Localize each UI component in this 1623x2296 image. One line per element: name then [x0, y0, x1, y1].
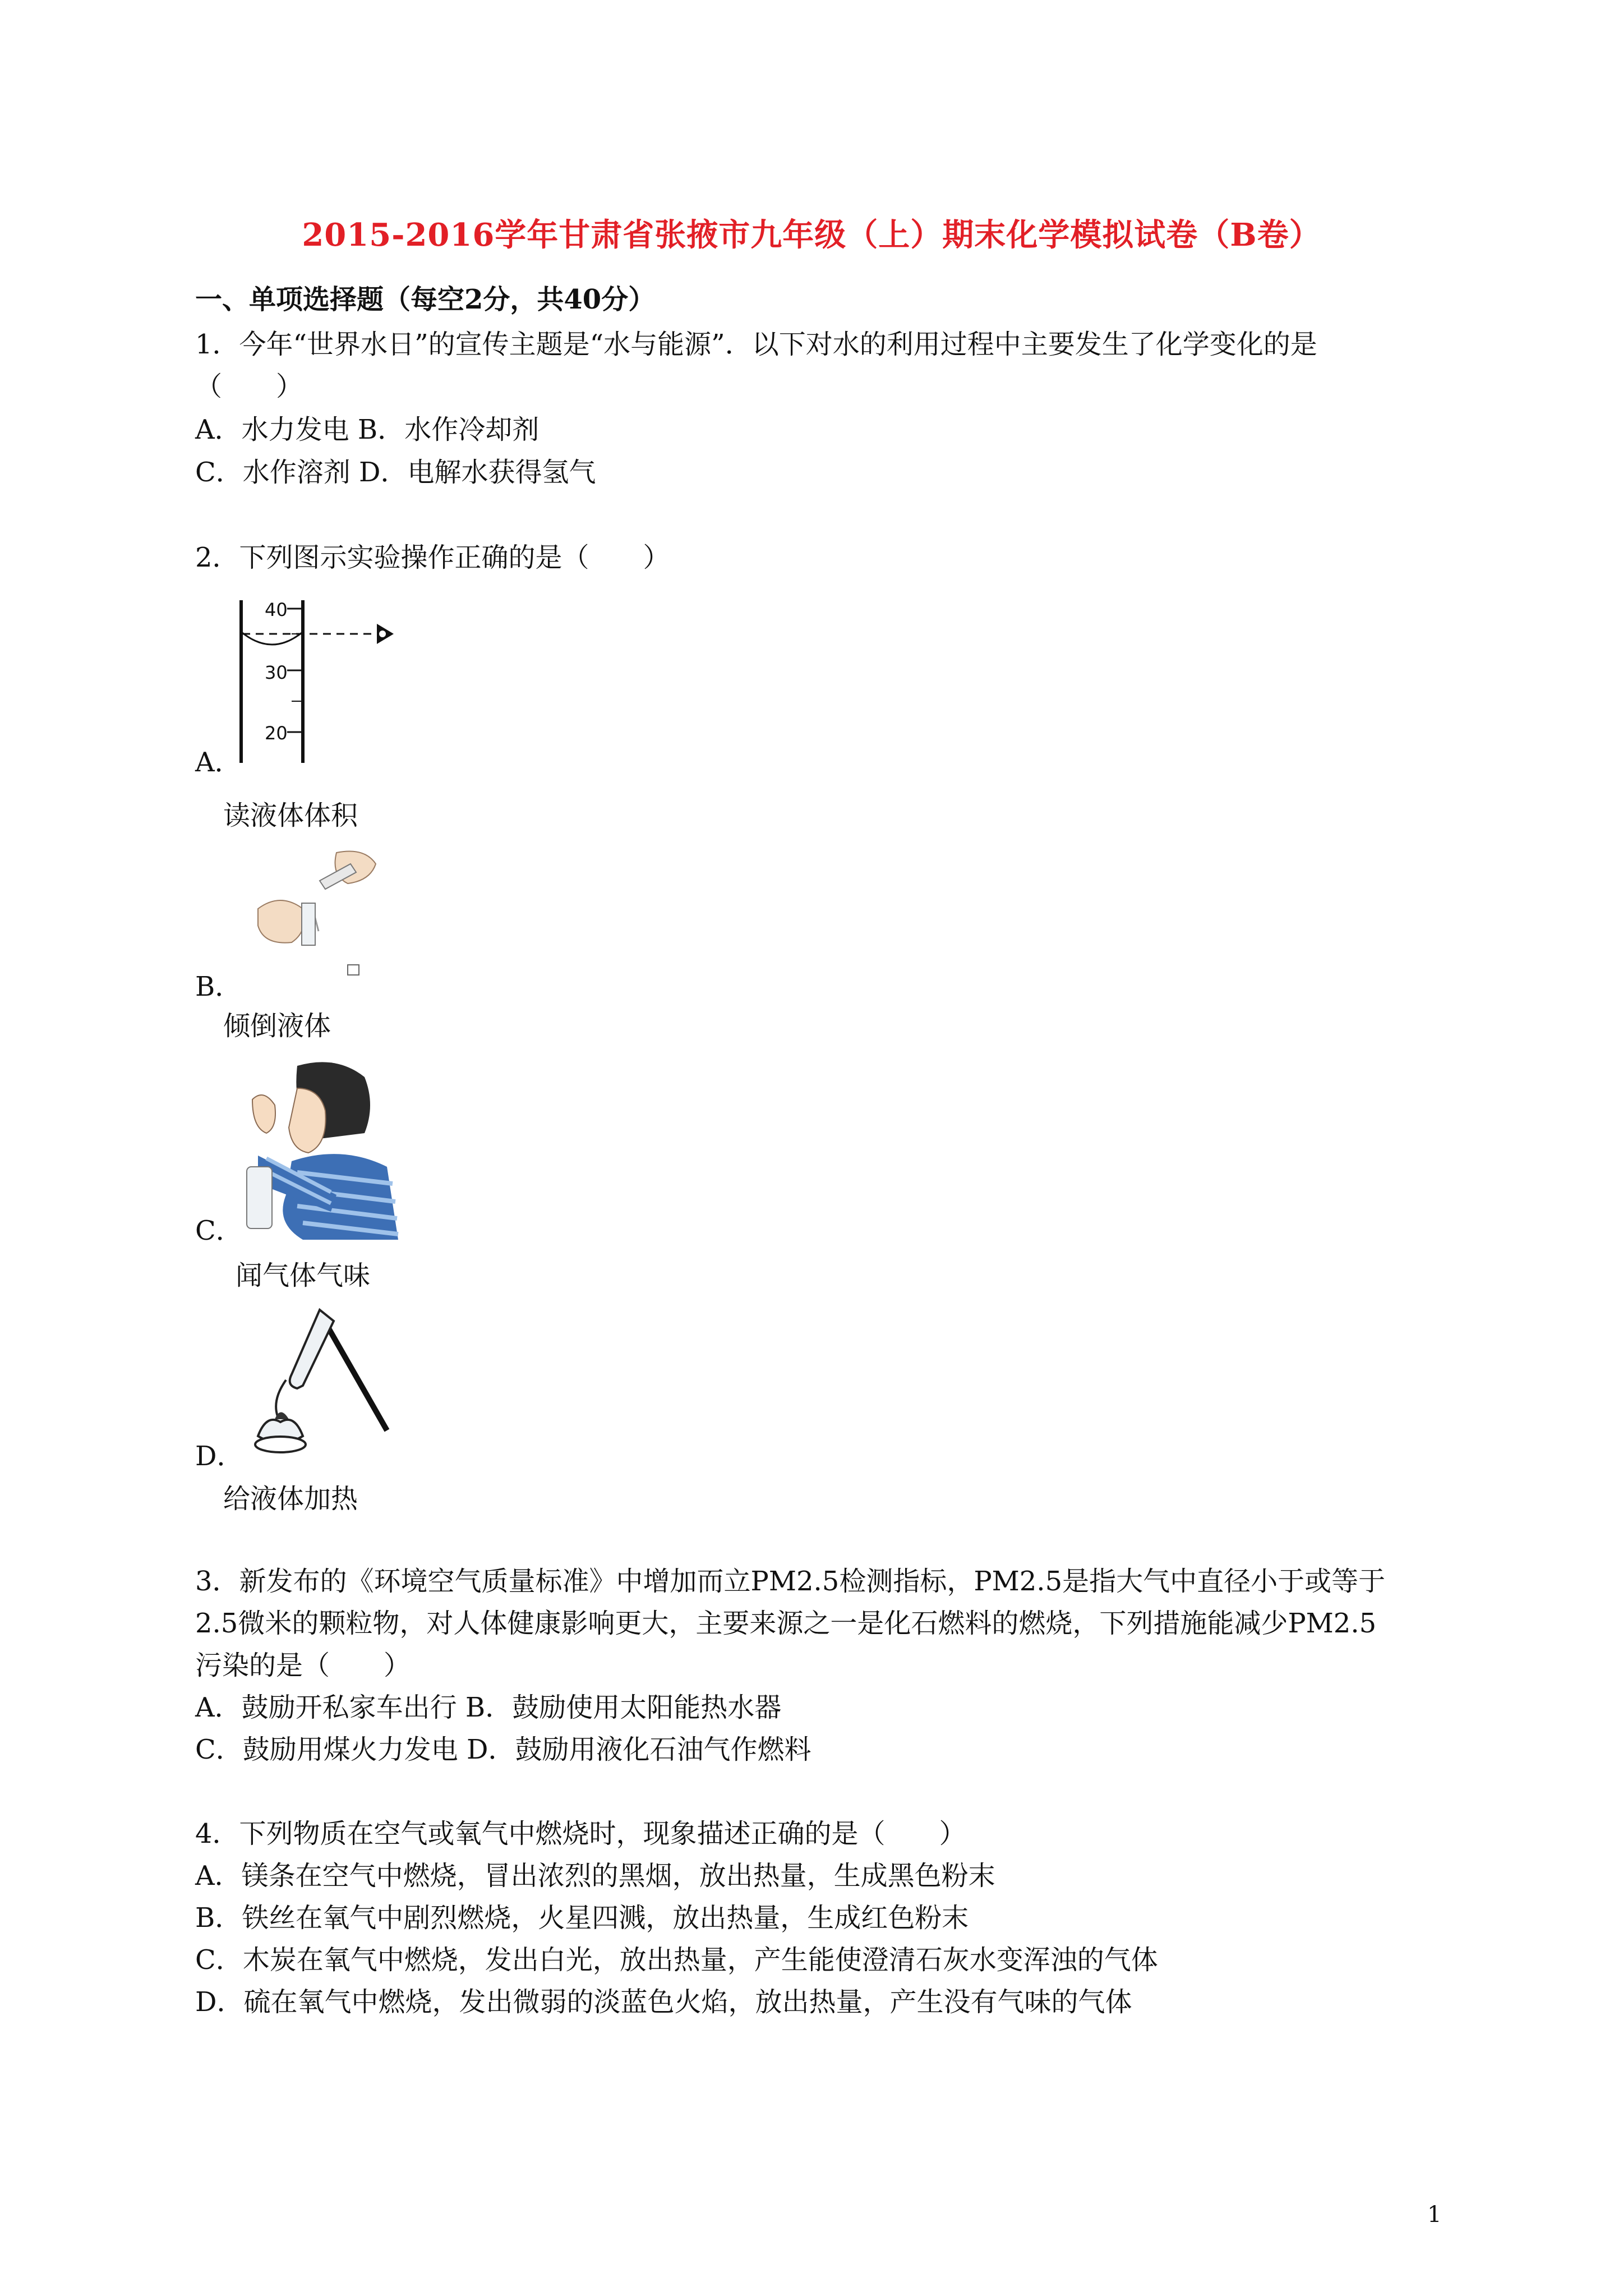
- question-1-line-2: （ ）: [195, 371, 303, 402]
- graduated-cylinder-figure: [236, 595, 415, 769]
- scale-label-30: 30: [265, 662, 288, 683]
- option-b-label: B．: [195, 971, 242, 1002]
- question-1-options-ab: A．水力发电 B．水作冷却剂: [195, 414, 540, 445]
- scale-label-20: 20: [265, 723, 288, 744]
- question-4-option-b: B．铁丝在氧气中剧烈燃烧，火星四溅，放出热量，生成红色粉末: [195, 1902, 969, 1934]
- question-3-line-1: 3．新发布的《环境空气质量标准》中增加而立PM2.5检测指标，PM2.5是指大气中直径小于或等于: [195, 1566, 1386, 1597]
- scale-label-40: 40: [265, 599, 288, 620]
- question-3-options-cd: C．鼓励用煤火力发电 D．鼓励用液化石油气作燃料: [195, 1734, 811, 1765]
- question-3-line-2: 2.5微米的颗粒物，对人体健康影响更大，主要来源之一是化石燃料的燃烧，下列措施能减少PM2.5: [195, 1608, 1377, 1639]
- question-4-option-c: C．木炭在氧气中燃烧，发出白光，放出热量，产生能使澄清石灰水变浑浊的气体: [195, 1944, 1158, 1976]
- smelling-gas-figure: [236, 1055, 404, 1240]
- option-a-caption: 读液体体积: [223, 800, 358, 831]
- pouring-liquid-figure: [236, 841, 393, 987]
- section-heading: 一、单项选择题（每空2分，共40分）: [195, 284, 656, 315]
- question-1-options-cd: C．水作溶剂 D．电解水获得氢气: [195, 457, 596, 488]
- question-4-option-d: D．硫在氧气中燃烧，发出微弱的淡蓝色火焰，放出热量，产生没有气味的气体: [195, 1986, 1132, 2018]
- option-d-caption: 给液体加热: [223, 1483, 358, 1515]
- option-c-caption: 闻气体气味: [236, 1260, 371, 1291]
- option-c-label: C．: [195, 1215, 243, 1246]
- question-3-line-3: 污染的是（ ）: [195, 1650, 411, 1681]
- heating-liquid-figure: [236, 1301, 398, 1464]
- question-3-options-ab: A．鼓励开私家车出行 B．鼓励使用太阳能热水器: [195, 1692, 782, 1723]
- question-2-stem: 2．下列图示实验操作正确的是（ ）: [195, 542, 670, 573]
- page-number: 1: [1427, 2202, 1442, 2228]
- question-4-option-a: A．镁条在空气中燃烧，冒出浓烈的黑烟，放出热量，生成黑色粉末: [195, 1860, 995, 1892]
- option-b-caption: 倾倒液体: [223, 1010, 331, 1042]
- option-a-label: A．: [195, 747, 242, 778]
- question-4-stem: 4．下列物质在空气或氧气中燃烧时，现象描述正确的是（ ）: [195, 1818, 966, 1849]
- question-1-line-1: 1．今年“世界水日”的宣传主题是“水与能源”．以下对水的利用过程中主要发生了化学变化的是: [195, 329, 1317, 360]
- option-d-label: D．: [195, 1441, 244, 1472]
- exam-title: 2015-2016学年甘肃省张掖市九年级（上）期末化学模拟试卷（B卷）: [302, 217, 1321, 254]
